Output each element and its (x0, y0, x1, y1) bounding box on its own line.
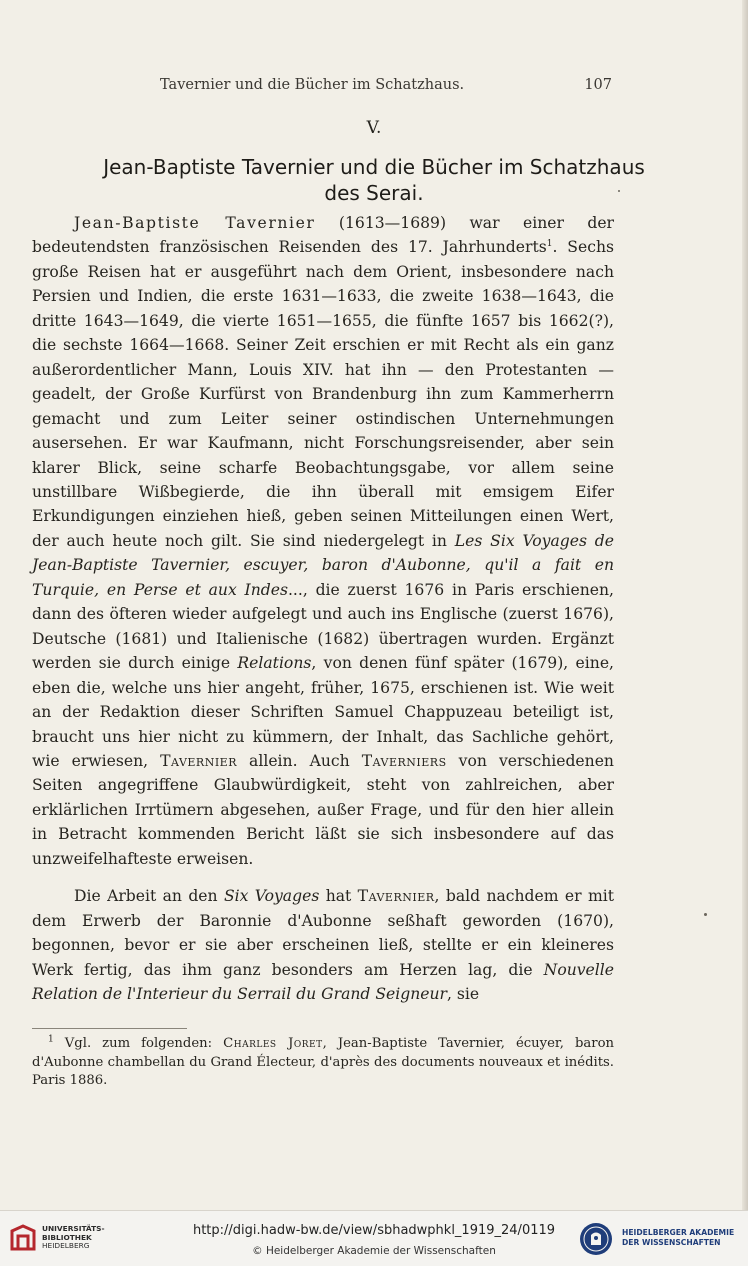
paragraph-1 (32, 211, 614, 871)
digitization-footer (0, 1210, 748, 1266)
small-caps-name: Tavernier (160, 751, 237, 770)
nouvelle-relation-italic: Nouvelle Relation de l'Interieur du Serrail du Grand Seigneur (32, 960, 614, 1004)
small-caps-name: Taverniers (361, 751, 447, 770)
footnote-marker: 1 (546, 239, 553, 250)
library-line: HEIDELBERG (42, 1241, 90, 1251)
academy-name (622, 1228, 734, 1247)
text-run: , Jean-Baptiste Tavernier, écuyer, baron d'Aubonne chambellan du Grand Électeur, d'après des documents nouveaux et inédits. Paris 1886. (32, 1036, 614, 1088)
scan-speck (704, 913, 707, 916)
footnote-number: 1 (48, 1034, 54, 1045)
relations-italic: Relations (237, 654, 312, 673)
copyright-notice: © Heidelberger Akademie der Wissenschaften (252, 1245, 496, 1257)
text-run: Die Arbeit an den (74, 887, 224, 906)
academy-seal-icon[interactable] (578, 1221, 614, 1257)
chapter-number: V. (366, 118, 382, 138)
text-run: (1613—1689) war einer der bedeutendsten französischen Reisenden des 17. Jahrhunderts (32, 214, 615, 257)
academy-line: DER WISSENSCHAFTEN (622, 1237, 721, 1247)
body-text (32, 211, 614, 1007)
page-number: 107 (584, 77, 612, 93)
page-edge (742, 0, 748, 1210)
text-run: allein. Auch (237, 751, 362, 770)
scan-speck (618, 190, 620, 192)
footnote-rule (32, 1028, 187, 1029)
book-title-italic: Les Six Voyages de Jean-Baptiste Tavernier, escuyer, baron d'Aubonne, qu'il a fait en Turquie, en Perse et aux Indes (32, 531, 614, 599)
text-run: hat (319, 887, 358, 906)
paragraph-2 (32, 884, 614, 1006)
running-title: Tavernier und die Bücher im Schatzhaus. (160, 77, 465, 93)
text-run: , bald nachdem er mit dem Erwerb der Baronnie d'Aubonne seßhaft geworden (1670), begonnen, bevor er sie aber erscheinen ließ, stellte er ein kleineres Werk fertig, das ihm ganz besonders am Herzen lag, die (32, 887, 615, 979)
small-caps-author: Charles Joret (223, 1036, 323, 1051)
chapter-heading-line1: Jean-Baptiste Tavernier und die Bücher im Schatzhaus (103, 155, 645, 179)
spaced-name: Jean-Baptiste Tavernier (74, 214, 316, 232)
chapter-heading-line2: des Serai. (324, 181, 424, 205)
footnote-text (32, 1035, 614, 1091)
footnote (32, 1035, 614, 1091)
library-line: UNIVERSITÄTS- (42, 1224, 105, 1233)
chapter-heading (30, 154, 718, 206)
text-run: . Sechs große Reisen hat er ausgeführt nach dem Orient, insbesondere nach Persien und Indien, die erste 1631—1633, die zweite 1638—1643, die dritte 1643—1649, die vierte 1651—1655, die fünfte 1657 bis 1662(?), die sechste 1664—1668. Seiner Zeit erschien er mit Recht als ein ganz außerordentlicher Mann, Louis XIV. hat ihn — den Protestanten — geadelt, der Große Kurfürst von Brandenburg ihn zum Kammerherrn gemacht und zum Leiter seiner ostindischen Unternehmungen ausersehen. Er war Kaufmann, nicht Forschungsreisender, aber sein klarer Blick, seine scharfe Beobachtungsgabe, vor allem seine unstillbare Wißbegierde, die ihn überall mit emsigem Eifer Erkundigungen einziehen hieß, geben seinen Mitteilungen einen Wert, der auch heute noch gilt. Sie sind niedergelegt in (32, 238, 614, 550)
text-run: , sie (447, 985, 480, 1004)
six-voyages-italic: Six Voyages (223, 887, 320, 906)
small-caps-name: Tavernier (357, 887, 435, 906)
text-run: ..., die zuerst 1676 in Paris erschienen, dann des öfteren wieder aufgelegt und auch ins Englische (zuerst 1676), Deutsche (1681) und Italienische (1682) übertragen wurden. Ergänzt werden sie durch einige (32, 580, 615, 673)
academy-line: HEIDELBERGER AKADEMIE (622, 1228, 735, 1237)
text-run: Vgl. zum folgenden: (53, 1036, 224, 1051)
text-run: , von denen fünf später (1679), eine, eben die, welche uns hier angeht, früher, 1675, erschienen ist. Wie weit an der Redaktion dieser Schriften Samuel Chappuzeau beteiligt ist, braucht uns hier nicht zu kümmern, der Inhalt, das Sachliche gehört, wie erwiesen, (32, 654, 615, 770)
text-run: von verschiedenen Seiten angegriffene Glaubwürdigkeit, steht von zahlreichen, aber erklärlichen Irrtümern abgesehen, außer Frage, und für den hier allein in Betracht kommenden Bericht läßt sie sich insbesondere auf das unzweifelhafteste erweisen. (32, 751, 614, 868)
permalink-url[interactable]: http://digi.hadw-bw.de/view/sbhadwphkl_1919_24/0119 (192, 1223, 556, 1238)
library-line: BIBLIOTHEK (42, 1232, 92, 1242)
